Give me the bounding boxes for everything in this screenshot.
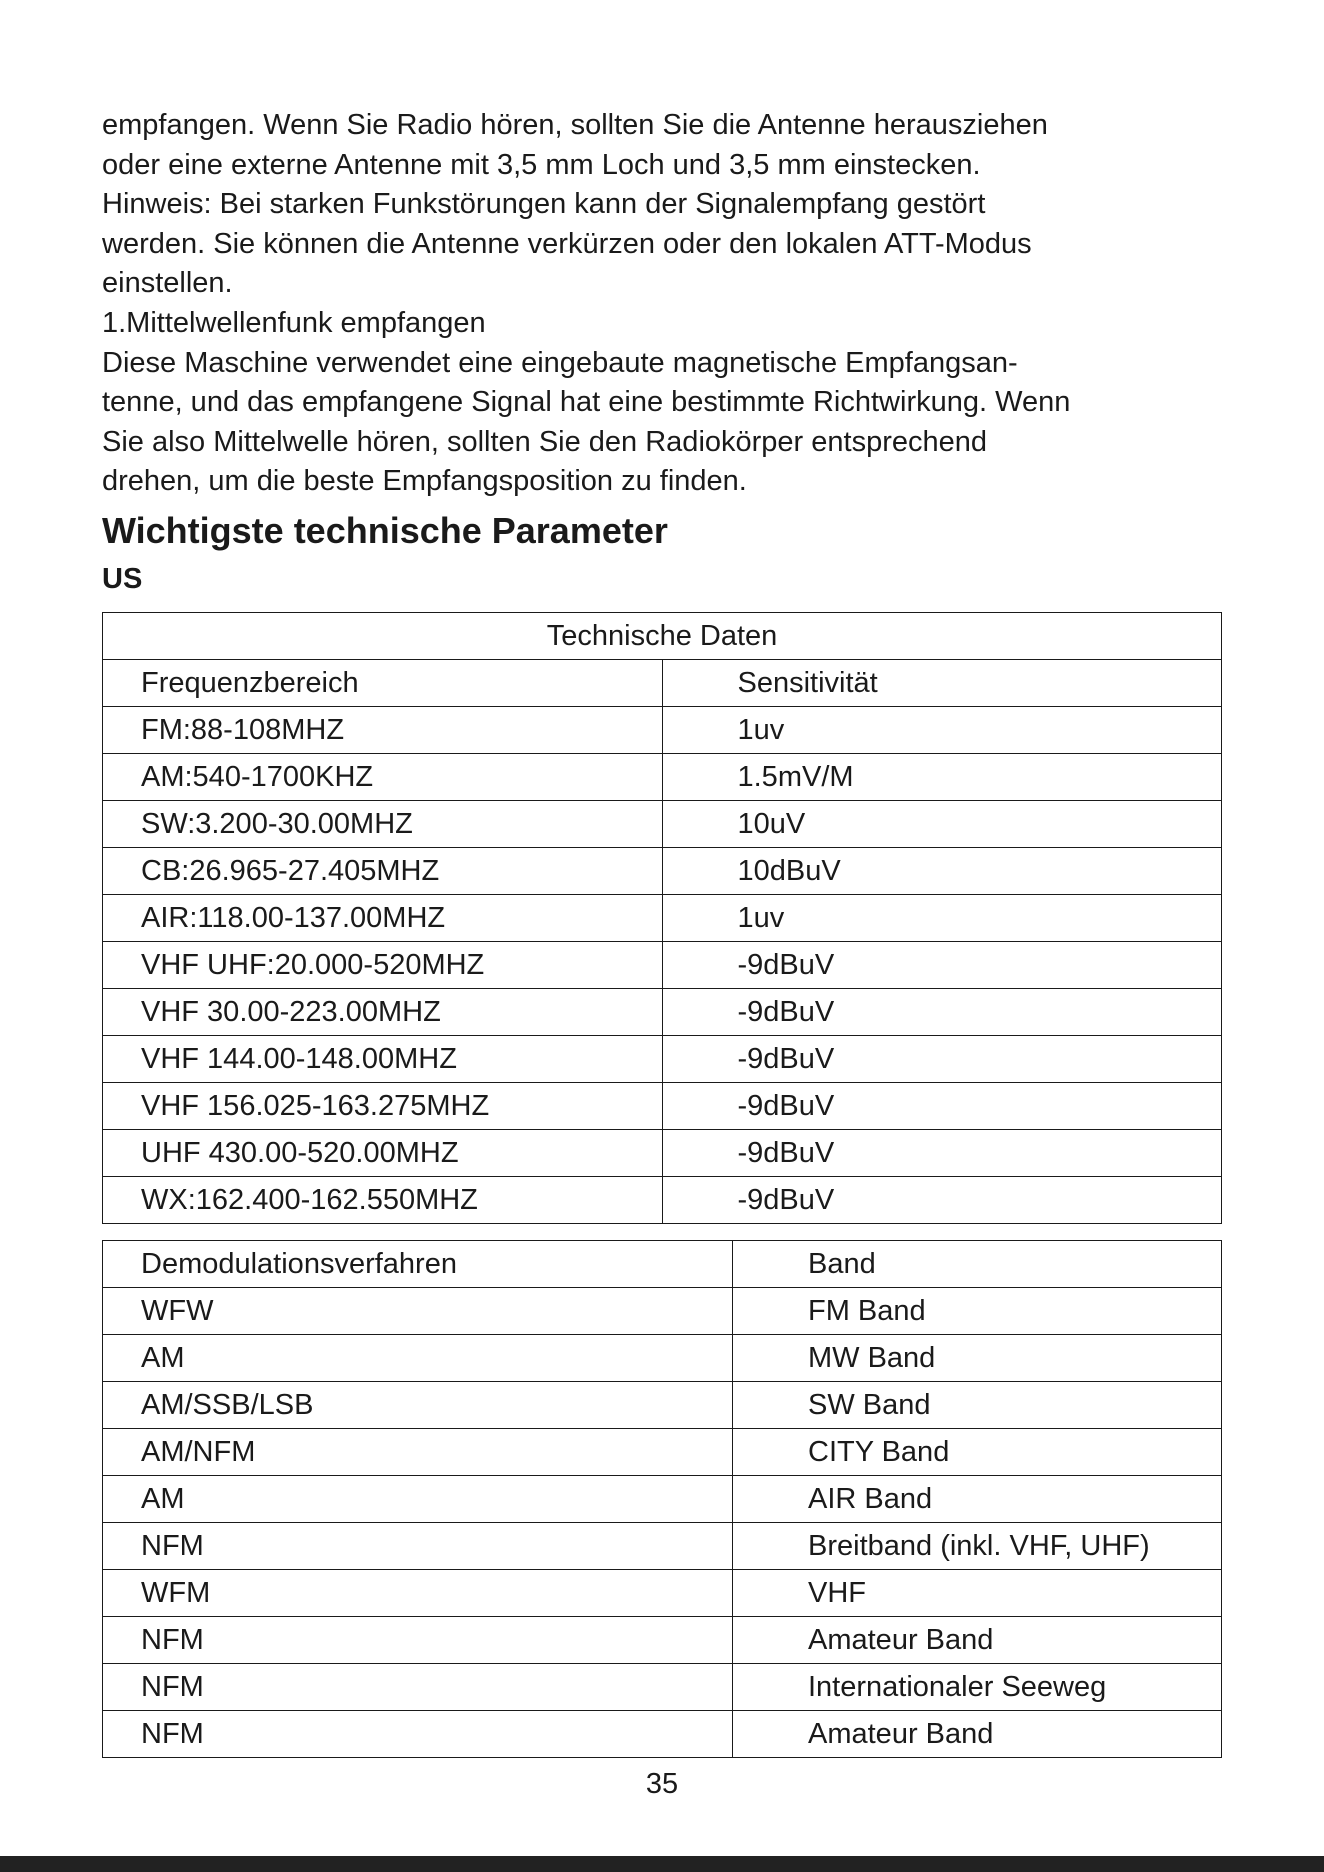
- manual-page: [102, 106, 1222, 1758]
- table-cell-right: Amateur Band: [733, 1710, 1222, 1757]
- table-cell-right: -9dBuV: [662, 1082, 1222, 1129]
- paragraph-line: tenne, und das empfangene Signal hat eine bestimmte Richtwirkung. Wenn: [102, 386, 1071, 419]
- table-cell-left: CB:26.965-27.405MHZ: [103, 847, 663, 894]
- paragraph-line: Diese Maschine verwendet eine eingebaute magnetische Empfangsan-: [102, 346, 1018, 379]
- table-cell-right: Amateur Band: [733, 1616, 1222, 1663]
- table-cell-left: FM:88-108MHZ: [103, 706, 663, 753]
- table-cell-left: WFW: [103, 1287, 733, 1334]
- table-cell-right: Breitband (inkl. VHF, UHF): [733, 1522, 1222, 1569]
- table-row: [103, 706, 1222, 753]
- bottom-edge-bar: [0, 1856, 1324, 1872]
- table-cell-left: AM: [103, 1475, 733, 1522]
- table-cell-left: VHF 144.00-148.00MHZ: [103, 1035, 663, 1082]
- table-cell-right: -9dBuV: [662, 1176, 1222, 1223]
- table-cell-left: VHF UHF:20.000-520MHZ: [103, 941, 663, 988]
- region-subheading: US: [102, 562, 143, 595]
- table-cell-right: VHF: [733, 1569, 1222, 1616]
- table-cell-left: WFM: [103, 1569, 733, 1616]
- table-row: [103, 800, 1222, 847]
- table-cell-left: AM: [103, 1334, 733, 1381]
- paragraph-line: oder eine externe Antenne mit 3,5 mm Loch und 3,5 mm einstecken.: [102, 148, 981, 181]
- table-row: [103, 1522, 1222, 1569]
- table-cell-right: 10dBuV: [662, 847, 1222, 894]
- table-cell-left: NFM: [103, 1663, 733, 1710]
- table-row: [103, 988, 1222, 1035]
- table-cell-left: AM/SSB/LSB: [103, 1381, 733, 1428]
- table-row: [103, 1475, 1222, 1522]
- table-cell-right: AIR Band: [733, 1475, 1222, 1522]
- table-row: [103, 1129, 1222, 1176]
- table-row: [103, 1569, 1222, 1616]
- spec-table: [102, 612, 1222, 1224]
- table-cell-left: SW:3.200-30.00MHZ: [103, 800, 663, 847]
- table-cell-left: UHF 430.00-520.00MHZ: [103, 1129, 663, 1176]
- table-cell-right: 10uV: [662, 800, 1222, 847]
- table-row: [103, 1176, 1222, 1223]
- spec-table-header-row: [103, 659, 1222, 706]
- table-cell-right: SW Band: [733, 1381, 1222, 1428]
- table-row: [103, 753, 1222, 800]
- table-row: [103, 1616, 1222, 1663]
- table-cell-right: 1uv: [662, 894, 1222, 941]
- table-cell-right: MW Band: [733, 1334, 1222, 1381]
- table-row: [103, 1710, 1222, 1757]
- table-row: [103, 1663, 1222, 1710]
- table-row: [103, 1381, 1222, 1428]
- table-cell-left: VHF 156.025-163.275MHZ: [103, 1082, 663, 1129]
- table-cell-left: AIR:118.00-137.00MHZ: [103, 894, 663, 941]
- table-row: [103, 1082, 1222, 1129]
- paragraph-line: 1.Mittelwellenfunk empfangen: [102, 306, 486, 339]
- demod-table-header-row: [103, 1240, 1222, 1287]
- table-cell-left: AM/NFM: [103, 1428, 733, 1475]
- table-cell-right: -9dBuV: [662, 988, 1222, 1035]
- table-cell-right: 1.5mV/M: [662, 753, 1222, 800]
- table-cell-right: FM Band: [733, 1287, 1222, 1334]
- table-cell-left: AM:540-1700KHZ: [103, 753, 663, 800]
- spec-table-title: Technische Daten: [103, 612, 1222, 659]
- table-row: [103, 847, 1222, 894]
- table-cell-right: 1uv: [662, 706, 1222, 753]
- paragraph-line: einstellen.: [102, 267, 233, 300]
- paragraph-line: Hinweis: Bei starken Funkstörungen kann der Signalempfang gestört: [102, 188, 986, 221]
- table-cell-right: -9dBuV: [662, 941, 1222, 988]
- column-header-demodulation: Demodulationsverfahren: [103, 1240, 733, 1287]
- table-row: [103, 1334, 1222, 1381]
- paragraph-line: drehen, um die beste Empfangsposition zu finden.: [102, 465, 747, 498]
- table-cell-right: -9dBuV: [662, 1035, 1222, 1082]
- column-header-sensitivity: Sensitivität: [662, 659, 1222, 706]
- page-number: 35: [645, 1768, 679, 1800]
- table-cell-left: NFM: [103, 1616, 733, 1663]
- table-row: [103, 1428, 1222, 1475]
- paragraph-line: Sie also Mittelwelle hören, sollten Sie den Radiokörper entsprechend: [102, 425, 988, 458]
- table-cell-right: -9dBuV: [662, 1129, 1222, 1176]
- paragraph-line: werden. Sie können die Antenne verkürzen oder den lokalen ATT-Modus: [102, 227, 1032, 260]
- table-row: [103, 1287, 1222, 1334]
- table-cell-left: NFM: [103, 1710, 733, 1757]
- column-header-frequency: Frequenzbereich: [103, 659, 663, 706]
- table-cell-left: WX:162.400-162.550MHZ: [103, 1176, 663, 1223]
- table-row: [103, 894, 1222, 941]
- demod-table: [102, 1240, 1222, 1758]
- table-row: [103, 941, 1222, 988]
- table-cell-left: NFM: [103, 1522, 733, 1569]
- table-cell-right: Internationaler Seeweg: [733, 1663, 1222, 1710]
- table-cell-left: VHF 30.00-223.00MHZ: [103, 988, 663, 1035]
- intro-text: [102, 106, 1222, 502]
- section-heading: Wichtigste technische Parameter: [102, 509, 668, 551]
- paragraph-line: empfangen. Wenn Sie Radio hören, sollten Sie die Antenne herausziehen: [102, 109, 1048, 141]
- column-header-band: Band: [733, 1240, 1222, 1287]
- table-row: [103, 1035, 1222, 1082]
- table-cell-right: CITY Band: [733, 1428, 1222, 1475]
- spec-table-title-row: [103, 612, 1222, 659]
